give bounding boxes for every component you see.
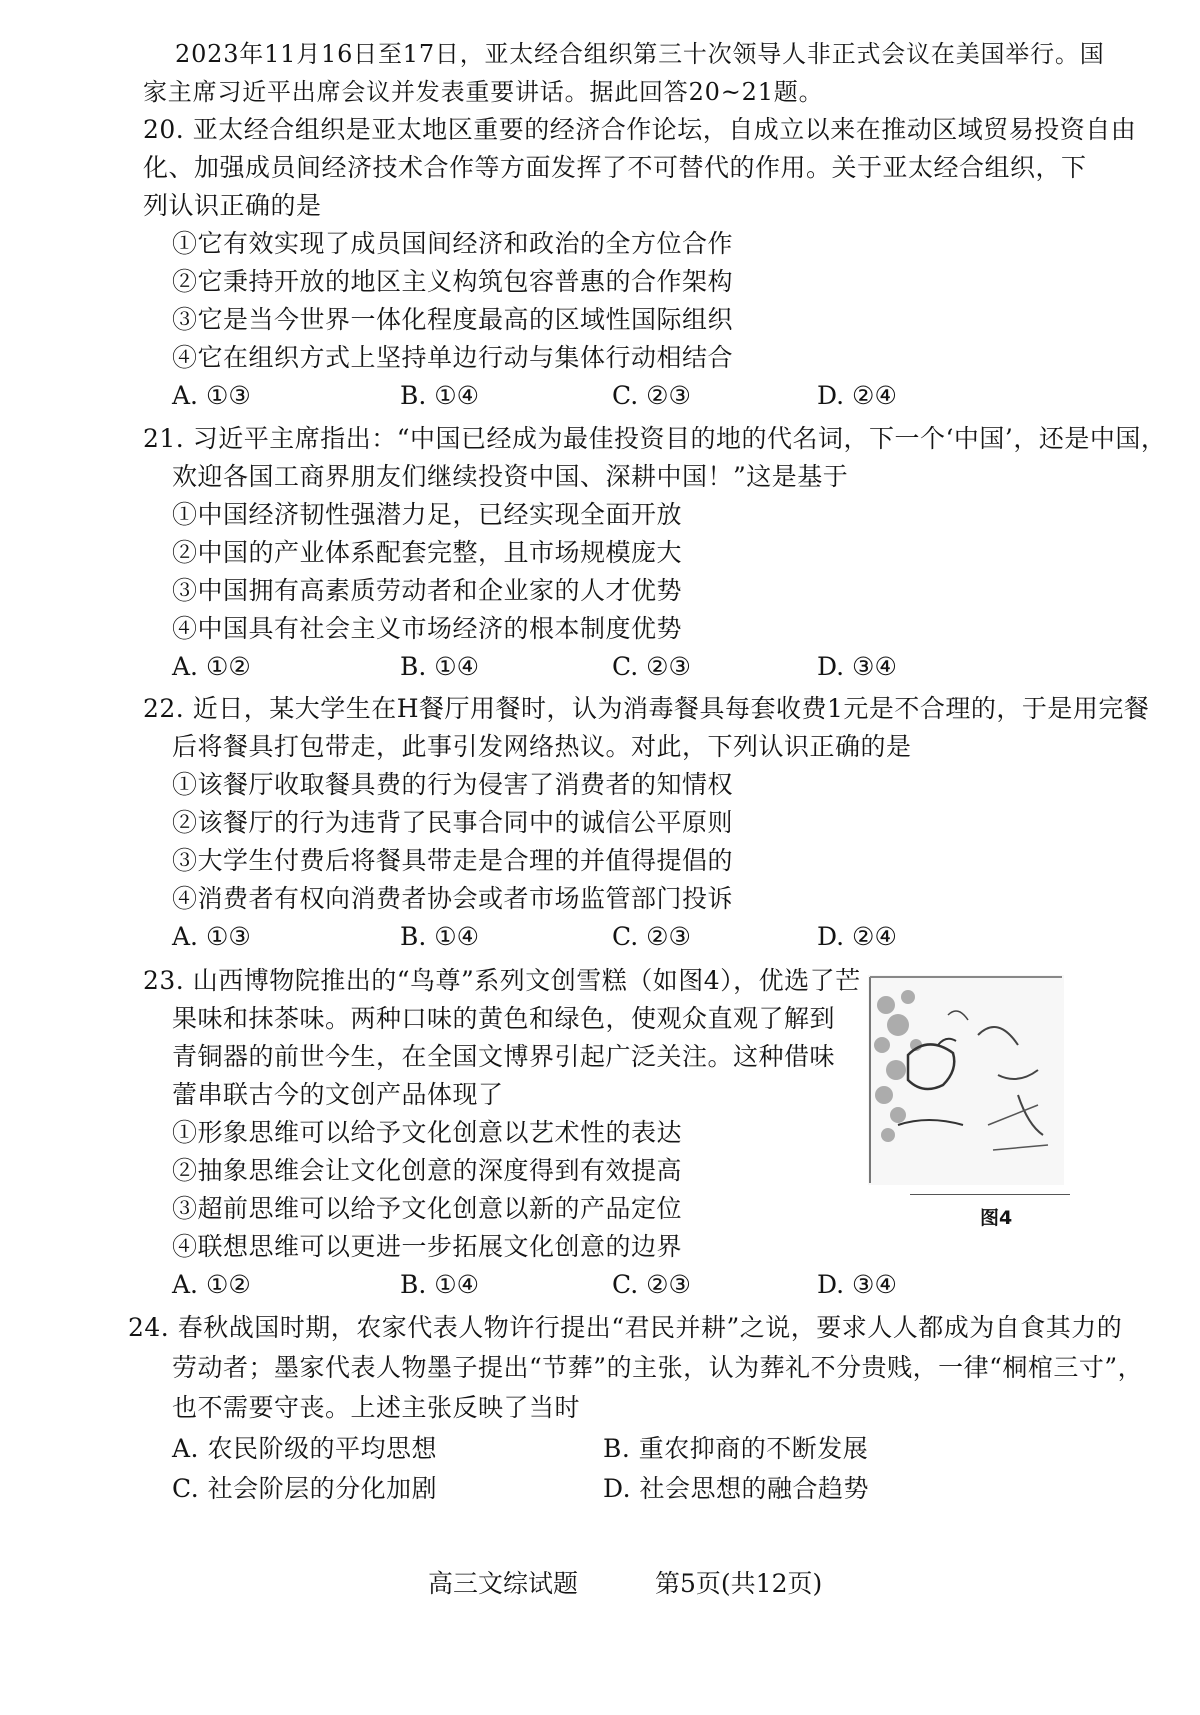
option-d: D. ③④ [817, 1270, 897, 1299]
statement-item: ②抽象思维会让文化创意的深度得到有效提高 [172, 1156, 683, 1185]
question-stem-line: 蕾串联古今的文创产品体现了 [172, 1080, 504, 1109]
question-stem-line: 22. 近日，某大学生在H餐厅用餐时，认为消毒餐具每套收费1元是不合理的，于是用完餐 [143, 694, 1150, 723]
question-stem-line: 化、加强成员间经济技术合作等方面发挥了不可替代的作用。关于亚太经合组织，下 [143, 153, 1087, 182]
option-d: D. 社会思想的融合趋势 [603, 1474, 870, 1503]
option-b: B. ①④ [400, 381, 480, 410]
statement-item: ③超前思维可以给予文化创意以新的产品定位 [172, 1194, 683, 1223]
statement-item: ①中国经济韧性强潜力足，已经实现全面开放 [172, 500, 683, 529]
question-stem-line: 也不需要守丧。上述主张反映了当时 [172, 1393, 581, 1422]
option-a: A. ①③ [172, 922, 251, 951]
option-c: C. ②③ [612, 381, 691, 410]
option-c: C. ②③ [612, 922, 691, 951]
question-stem-line: 欢迎各国工商界朋友们继续投资中国、深耕中国！”这是基于 [172, 462, 849, 491]
statement-item: ④它在组织方式上坚持单边行动与集体行动相结合 [172, 343, 734, 372]
option-c: C. ②③ [612, 652, 691, 681]
footer-page-number: 第5页(共12页) [655, 1569, 823, 1598]
question-stem-line: 青铜器的前世今生，在全国文博界引起广泛关注。这种借味 [172, 1042, 836, 1071]
option-d: D. ②④ [817, 922, 897, 951]
option-d: D. ③④ [817, 652, 897, 681]
question-stem-line: 后将餐具打包带走，此事引发网络热议。对此，下列认识正确的是 [172, 732, 912, 761]
answer-options [172, 648, 972, 686]
option-b: B. 重农抑商的不断发展 [603, 1434, 869, 1463]
question-stem-line: 20. 亚太经合组织是亚太地区重要的经济合作论坛，自成立以来在推动区域贸易投资自由 [143, 115, 1137, 144]
statement-item: ③中国拥有高素质劳动者和企业家的人才优势 [172, 576, 683, 605]
statement-item: ②中国的产业体系配套完整，且市场规模庞大 [172, 538, 683, 567]
statement-item: ④消费者有权向消费者协会或者市场监管部门投诉 [172, 884, 734, 913]
question-stem-line: 23. 山西博物院推出的“鸟尊”系列文创雪糕（如图4），优选了芒 [143, 966, 861, 995]
footer-title: 高三文综试题 [428, 1569, 579, 1598]
statement-item: ①该餐厅收取餐具费的行为侵害了消费者的知情权 [172, 770, 734, 799]
option-a: A. ①② [172, 1270, 251, 1299]
question-stem-line: 劳动者；墨家代表人物墨子提出“节葬”的主张，认为葬礼不分贵贱，一律“桐棺三寸”， [172, 1353, 1144, 1382]
figure-divider [910, 1194, 1070, 1195]
option-a: A. ①② [172, 652, 251, 681]
option-c: C. 社会阶层的分化加剧 [172, 1474, 438, 1503]
question-stem-line: 21. 习近平主席指出：“中国已经成为最佳投资目的地的代名词，下一个‘中国’，还是中国， [143, 424, 1167, 453]
statement-item: ③大学生付费后将餐具带走是合理的并值得提倡的 [172, 846, 734, 875]
statement-item: ②该餐厅的行为违背了民事合同中的诚信公平原则 [172, 808, 734, 837]
option-a: A. 农民阶级的平均思想 [172, 1434, 437, 1463]
option-a: A. ①③ [172, 381, 251, 410]
statement-item: ①形象思维可以给予文化创意以艺术性的表达 [172, 1118, 683, 1147]
question-stem-line: 24. 春秋战国时期，农家代表人物许行提出“君民并耕”之说，要求人人都成为自食其力的 [128, 1313, 1123, 1342]
option-b: B. ①④ [400, 652, 480, 681]
statement-item: ②它秉持开放的地区主义构筑包容普惠的合作架构 [172, 267, 734, 296]
option-c: C. ②③ [612, 1270, 691, 1299]
statement-item: ①它有效实现了成员国间经济和政治的全方位合作 [172, 229, 734, 258]
answer-options [172, 918, 972, 956]
statement-item: ④中国具有社会主义市场经济的根本制度优势 [172, 614, 683, 643]
option-b: B. ①④ [400, 922, 480, 951]
question-stem-line: 果味和抹茶味。两种口味的黄色和绿色，使观众直观了解到 [172, 1004, 836, 1033]
intro-line-1: 2023年11月16日至17日，亚太经合组织第三十次领导人非正式会议在美国举行。国 [175, 40, 1105, 68]
figure-caption: 图4 [980, 1207, 1013, 1229]
answer-options [172, 377, 972, 415]
answer-options [172, 1266, 972, 1304]
figure-4-image [868, 975, 1064, 1185]
option-b: B. ①④ [400, 1270, 480, 1299]
statement-item: ③它是当今世界一体化程度最高的区域性国际组织 [172, 305, 734, 334]
statement-item: ④联想思维可以更进一步拓展文化创意的边界 [172, 1232, 683, 1261]
question-stem-line: 列认识正确的是 [143, 191, 322, 220]
option-d: D. ②④ [817, 381, 897, 410]
intro-line-2: 家主席习近平出席会议并发表重要讲话。据此回答20~21题。 [143, 78, 824, 106]
